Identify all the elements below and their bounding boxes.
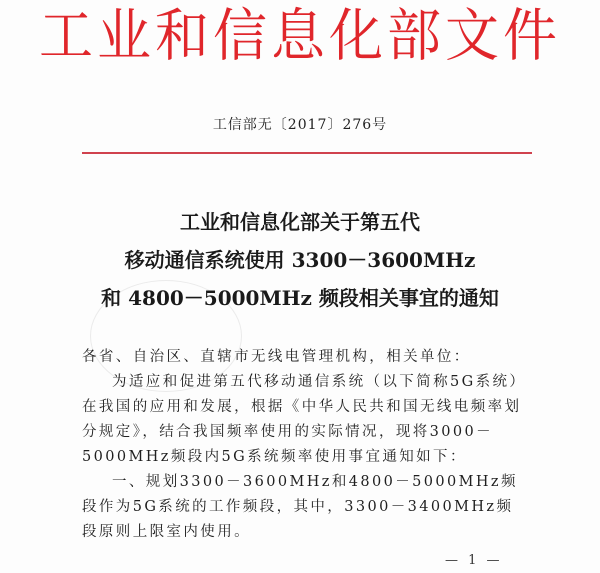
body-paragraph-1: 为适应和促进第五代移动通信系统（以下简称5G系统）在我国的应用和发展，根据《中华人民共和国无线电频率划分规定》，结合我国频率使用的实际情况，现将3000－5000MHz频段内5G系统频率使用事宜通知如下： <box>82 374 522 465</box>
title-line-3: 和 4800－5000MHz 频段相关事宜的通知 <box>101 286 499 310</box>
title-line-2: 移动通信系统使用 3300－3600MHz <box>124 248 476 272</box>
body-paragraph-2: 一、规划3300－3600MHz和4800－5000MHz频段作为5G系统的工作频段，其中，3300－3400MHz频段原则上限室内使用。 <box>82 474 518 540</box>
notice-title <box>0 203 600 317</box>
document-number: 工信部无〔2017〕276号 <box>212 117 388 133</box>
addressee-line: 各省、自治区、直辖市无线电管理机构，相关单位： <box>82 349 471 365</box>
page-number: — 1 — <box>445 553 503 568</box>
red-divider-line <box>82 152 532 154</box>
title-line-1: 工业和信息化部关于第五代 <box>180 210 420 234</box>
document-body <box>82 345 522 545</box>
masthead-title: 工业和信息化部文件 <box>39 2 561 69</box>
